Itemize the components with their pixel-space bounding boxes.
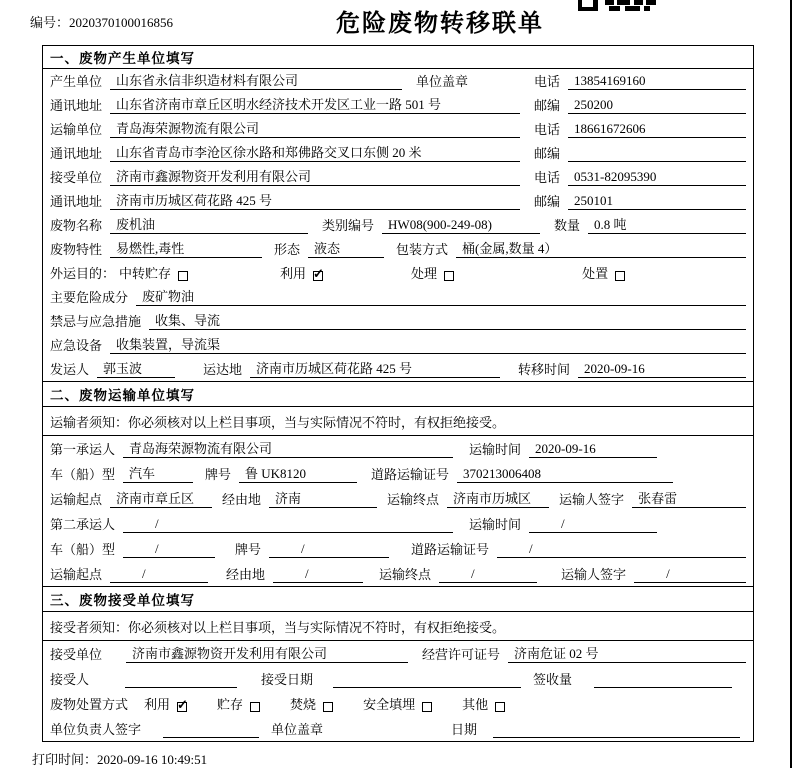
vehicle-type-label: 车（船）型 — [50, 542, 116, 557]
transporter-sign-label: 运输人签字 — [559, 492, 625, 507]
disposal-option-use — [144, 694, 187, 713]
responsible-sign-value — [163, 721, 259, 738]
plate-label: 牌号 — [205, 467, 232, 482]
vehicle-type-label: 车（船）型 — [50, 467, 116, 482]
carrier1-label: 第一承运人 — [50, 442, 116, 457]
address-label: 通讯地址 — [50, 146, 103, 161]
section1-header: 一、废物产生单位填写 — [43, 46, 753, 69]
taboo-label: 禁忌与应急措施 — [50, 314, 142, 329]
landfill-checkbox — [422, 702, 432, 712]
destination-label: 运达地 — [203, 362, 243, 377]
road-license-label: 道路运输证号 — [371, 467, 450, 482]
accept-date-label: 接受日期 — [261, 672, 314, 687]
receiving-unit-label: 接受单位 — [50, 647, 103, 662]
packing-label: 包装方式 — [396, 242, 449, 257]
unit-stamp-label: 单位盖章 — [271, 722, 324, 737]
zip-label: 邮编 — [534, 194, 561, 209]
phone-label: 电话 — [534, 74, 561, 89]
phone-label: 电话 — [534, 170, 561, 185]
transporter-zip-value — [568, 145, 746, 162]
plate-value: 鲁 UK8120 — [239, 463, 357, 483]
print-time-value: 2020-09-16 10:49:51 — [97, 752, 208, 767]
row-waste-name — [43, 213, 753, 237]
disposal-option-incinerate — [290, 694, 333, 713]
serial-label: 编号： — [30, 15, 70, 30]
route-start-label: 运输起点 — [50, 492, 103, 507]
transporter-address-value: 山东省青岛市李沧区徐水路和郑佛路交叉口东侧 20 米 — [110, 142, 520, 162]
use-checkbox — [313, 271, 323, 281]
row-route1 — [43, 486, 753, 511]
receiver-phone-value: 0531-82095390 — [568, 169, 746, 186]
route-end-label: 运输终点 — [387, 492, 440, 507]
transporter-sign-value: 张春雷 — [632, 488, 746, 508]
producer-phone-value: 13854169160 — [568, 73, 746, 90]
receiver-value: 济南市鑫源物资开发利用有限公司 — [110, 166, 520, 186]
equipment-value: 收集装置，导流渠 — [110, 334, 746, 354]
received-amount-label: 签收量 — [533, 672, 573, 687]
transport-time-label: 运输时间 — [469, 517, 522, 532]
incineration-checkbox — [323, 702, 333, 712]
acceptor-label: 接受人 — [50, 672, 90, 687]
section2-header: 二、废物运输单位填写 — [43, 381, 753, 407]
producer-value: 山东省永信非织造材料有限公司 — [110, 70, 402, 90]
address-label: 通讯地址 — [50, 194, 103, 209]
acceptor-value — [125, 671, 237, 688]
quantity-value: 0.8 吨 — [588, 214, 746, 234]
treatment-checkbox — [444, 271, 454, 281]
vehicle-type-value: 汽车 — [123, 463, 193, 483]
receiver-address-value: 济南市历城区荷花路 425 号 — [110, 190, 520, 210]
row-taboo — [43, 309, 753, 333]
road-license-label: 道路运输证号 — [411, 542, 490, 557]
road-license-value: 370213006408 — [457, 466, 673, 483]
print-time-label: 打印时间： — [32, 752, 98, 767]
waste-traits-label: 废物特性 — [50, 242, 103, 257]
packing-value: 桶(金属,数量 4） — [456, 238, 746, 258]
disposal-option-label: 其他 — [462, 697, 489, 712]
row-transporter-address — [43, 141, 753, 165]
transfer-time-value: 2020-09-16 — [578, 361, 746, 378]
operating-license-value: 济南危证 02 号 — [508, 643, 746, 663]
route-end-value: 济南市历城区 — [447, 488, 549, 508]
waste-name-label: 废物名称 — [50, 218, 103, 233]
road-license-value: / — [497, 541, 746, 558]
shipper-label: 发运人 — [50, 362, 90, 377]
row-receiver-address — [43, 189, 753, 213]
row-responsible-signature — [43, 716, 753, 741]
print-time-line — [32, 749, 207, 768]
row-producer-address — [43, 93, 753, 117]
row-producer — [43, 69, 753, 93]
transporter-notice: 运输者须知：你必须核对以上栏目事项，当与实际情况不符时，有权拒绝接受。 — [43, 407, 753, 436]
transporter-sign-label: 运输人签字 — [561, 567, 627, 582]
route-via-value: / — [273, 566, 363, 583]
purpose-label: 外运目的： — [50, 266, 116, 281]
carrier2-label: 第二承运人 — [50, 517, 116, 532]
vehicle-type-value: / — [123, 541, 215, 558]
receiver-label: 接受单位 — [50, 170, 103, 185]
purpose-option-label: 中转贮存 — [119, 266, 172, 281]
row-vehicle2 — [43, 536, 753, 561]
carrier1-value: 青岛海荣源物流有限公司 — [123, 438, 453, 458]
received-amount-value — [594, 671, 732, 688]
quantity-label: 数量 — [554, 218, 581, 233]
row-acceptor — [43, 666, 753, 691]
window-right-border — [790, 0, 792, 768]
date-label: 日期 — [451, 722, 478, 737]
manifest-table — [42, 45, 754, 742]
route-start-label: 运输起点 — [50, 567, 103, 582]
section3-header: 三、废物接受单位填写 — [43, 586, 753, 612]
disposal-option-label: 安全填埋 — [363, 697, 416, 712]
receiving-unit-value: 济南市鑫源物资开发利用有限公司 — [126, 643, 408, 663]
equipment-label: 应急设备 — [50, 338, 103, 353]
plate-value: / — [269, 541, 389, 558]
transport-time-label: 运输时间 — [469, 442, 522, 457]
purpose-option-label: 处理 — [411, 266, 438, 281]
transporter-sign-value: / — [634, 566, 746, 583]
row-carrier2 — [43, 511, 753, 536]
category-code-label: 类别编号 — [322, 218, 375, 233]
address-label: 通讯地址 — [50, 98, 103, 113]
disposal-option-label: 焚烧 — [290, 697, 317, 712]
responsible-sign-label: 单位负责人签字 — [50, 722, 142, 737]
purpose-option-transfer — [119, 263, 188, 282]
row-purpose — [43, 261, 753, 285]
transfer-storage-checkbox — [178, 271, 188, 281]
route-via-value: 济南 — [269, 488, 377, 508]
carrier2-value: / — [123, 516, 453, 533]
purpose-option-treat — [411, 263, 454, 282]
shipper-value: 郭玉波 — [97, 358, 175, 378]
producer-address-value: 山东省济南市章丘区明水经济技术开发区工业一路 501 号 — [110, 94, 520, 114]
purpose-option-label: 处置 — [582, 266, 609, 281]
route-end-value: / — [439, 566, 537, 583]
route-start-value: / — [110, 566, 208, 583]
transfer-time-label: 转移时间 — [518, 362, 571, 377]
waste-name-value: 废机油 — [110, 214, 308, 234]
row-hazard — [43, 285, 753, 309]
serial-value: 2020370100016856 — [69, 15, 174, 30]
disposal-option-label: 贮存 — [217, 697, 244, 712]
receiver-zip-value: 250101 — [568, 193, 746, 210]
disposal-method-label: 废物处置方式 — [50, 697, 129, 712]
unit-stamp-label: 单位盖章 — [416, 74, 469, 89]
row-disposal-method — [43, 691, 753, 716]
purpose-option-label: 利用 — [280, 266, 307, 281]
route-via-label: 经由地 — [226, 567, 266, 582]
disposal-option-label: 利用 — [144, 697, 171, 712]
row-receiving-unit — [43, 641, 753, 666]
producer-label: 产生单位 — [50, 74, 103, 89]
destination-value: 济南市历城区荷花路 425 号 — [250, 358, 500, 378]
disposal-option-store — [217, 694, 260, 713]
disposal-checkbox — [615, 271, 625, 281]
disposal-option-other — [462, 694, 505, 713]
plate-label: 牌号 — [235, 542, 262, 557]
row-shipper — [43, 357, 753, 381]
transporter-value: 青岛海荣源物流有限公司 — [110, 118, 520, 138]
row-emergency-equipment — [43, 333, 753, 357]
other-checkbox — [495, 702, 505, 712]
storage-checkbox — [250, 702, 260, 712]
row-waste-traits — [43, 237, 753, 261]
waste-traits-value: 易燃性,毒性 — [110, 238, 262, 258]
producer-zip-value: 250200 — [568, 97, 746, 114]
page-title: 危险废物转移联单 — [336, 11, 544, 37]
route-via-label: 经由地 — [222, 492, 262, 507]
zip-label: 邮编 — [534, 98, 561, 113]
route-end-label: 运输终点 — [379, 567, 432, 582]
form-label: 形态 — [274, 242, 301, 257]
transporter-phone-value: 18661672606 — [568, 121, 746, 138]
date-value — [493, 721, 740, 738]
row-carrier1 — [43, 436, 753, 461]
hazard-label: 主要危险成分 — [50, 290, 129, 305]
row-receiver — [43, 165, 753, 189]
use-checkbox — [177, 702, 187, 712]
carrier2-time-value: / — [529, 516, 657, 533]
form-value: 液态 — [308, 238, 384, 258]
phone-label: 电话 — [534, 122, 561, 137]
category-code-value: HW08(900-249-08) — [382, 217, 540, 234]
purpose-option-dispose — [582, 263, 625, 282]
accept-date-value — [333, 671, 521, 688]
transporter-label: 运输单位 — [50, 122, 103, 137]
receiver-notice: 接受者须知：你必须核对以上栏目事项，当与实际情况不符时，有权拒绝接受。 — [43, 612, 753, 641]
taboo-value: 收集、导流 — [149, 310, 746, 330]
zip-label: 邮编 — [534, 146, 561, 161]
operating-license-label: 经营许可证号 — [422, 647, 501, 662]
row-route2 — [43, 561, 753, 586]
row-transporter — [43, 117, 753, 141]
purpose-option-use — [280, 263, 323, 282]
hazard-value: 废矿物油 — [136, 286, 746, 306]
disposal-option-landfill — [363, 694, 432, 713]
row-vehicle1 — [43, 461, 753, 486]
route-start-value: 济南市章丘区 — [110, 488, 212, 508]
carrier1-time-value: 2020-09-16 — [529, 441, 657, 458]
